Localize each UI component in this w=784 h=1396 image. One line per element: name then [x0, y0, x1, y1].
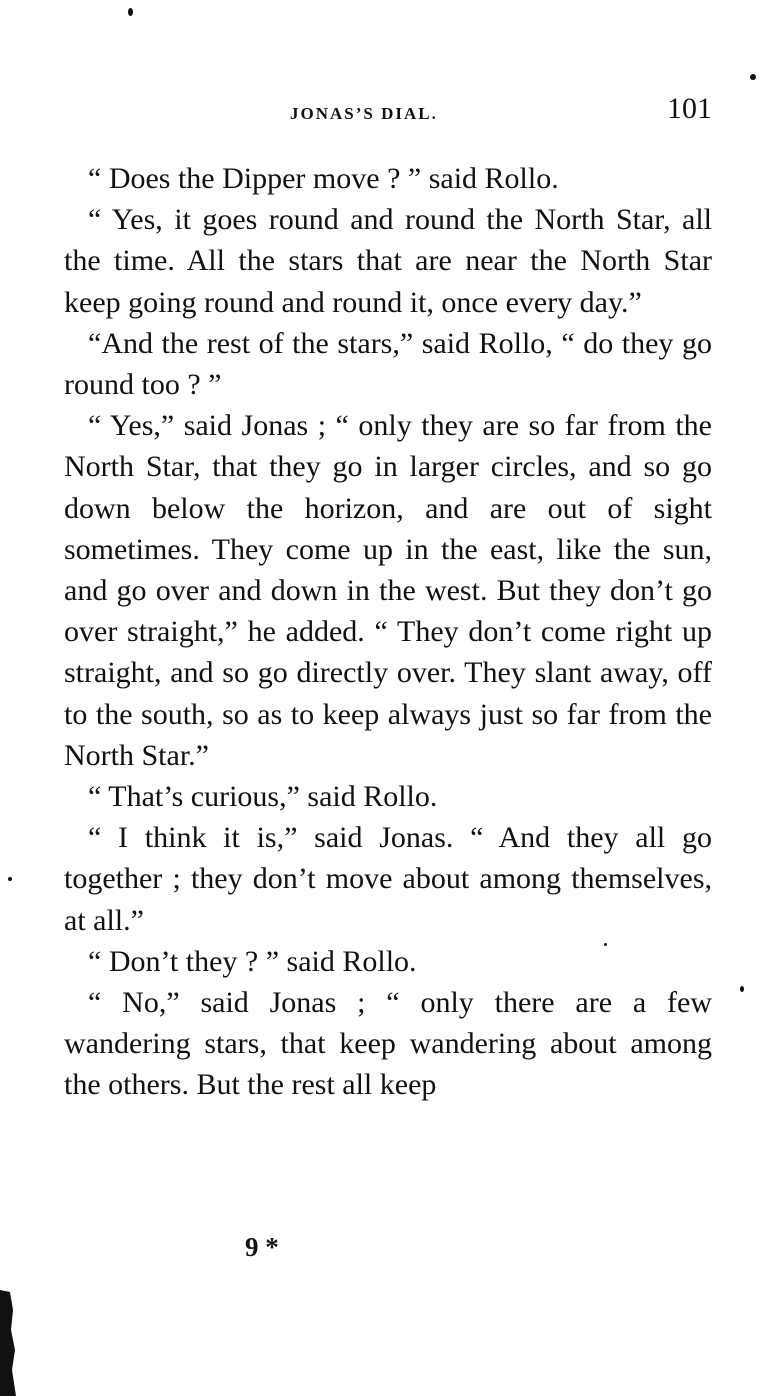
paragraph: “And the rest of the stars,” said Rollo, “ do they go round too ? ” — [64, 326, 712, 402]
paragraph: “ No,” said Jonas ; “ only there are a few wandering stars, that keep wandering about among the others. But the rest all keep — [64, 986, 712, 1102]
scan-speck — [8, 877, 12, 881]
paragraph: “ Does the Dipper move ? ” said Rollo. — [88, 162, 559, 195]
paragraph: “ Yes,” said Jonas ; “ only they are so far from the North Star, that they go in larger circles, and so go down below the horizon, and are out of sight sometimes. They come up in the east, like the sun, and go over and down in the west. But they don’t go over straight,” he added. “ They don’t come right up straight, and so go directly over. They slant away, off to the south, so as to keep always just so far from the North Star.” — [64, 409, 712, 772]
scan-speck — [740, 986, 744, 992]
running-title: JONAS’S DIAL. — [290, 104, 438, 123]
scan-speck — [750, 74, 756, 80]
scan-speck — [128, 8, 133, 16]
signature-mark: 9 * — [245, 1232, 279, 1262]
scan-speck — [604, 943, 607, 946]
page-number: 101 — [667, 92, 712, 125]
page-edge-shadow — [0, 1290, 22, 1396]
body-text — [64, 158, 712, 1106]
paragraph: “ Don’t they ? ” said Rollo. — [88, 944, 417, 978]
paragraph: “ I think it is,” said Jonas. “ And they all go together ; they don’t move about among themselves, at all.” — [64, 821, 712, 937]
paragraph: “ That’s curious,” said Rollo. — [88, 780, 438, 814]
running-head — [64, 86, 712, 136]
paragraph: “ Yes, it goes round and round the North Star, all the time. All the stars that are near the North Star keep going round and round it, once every day.” — [64, 203, 712, 319]
